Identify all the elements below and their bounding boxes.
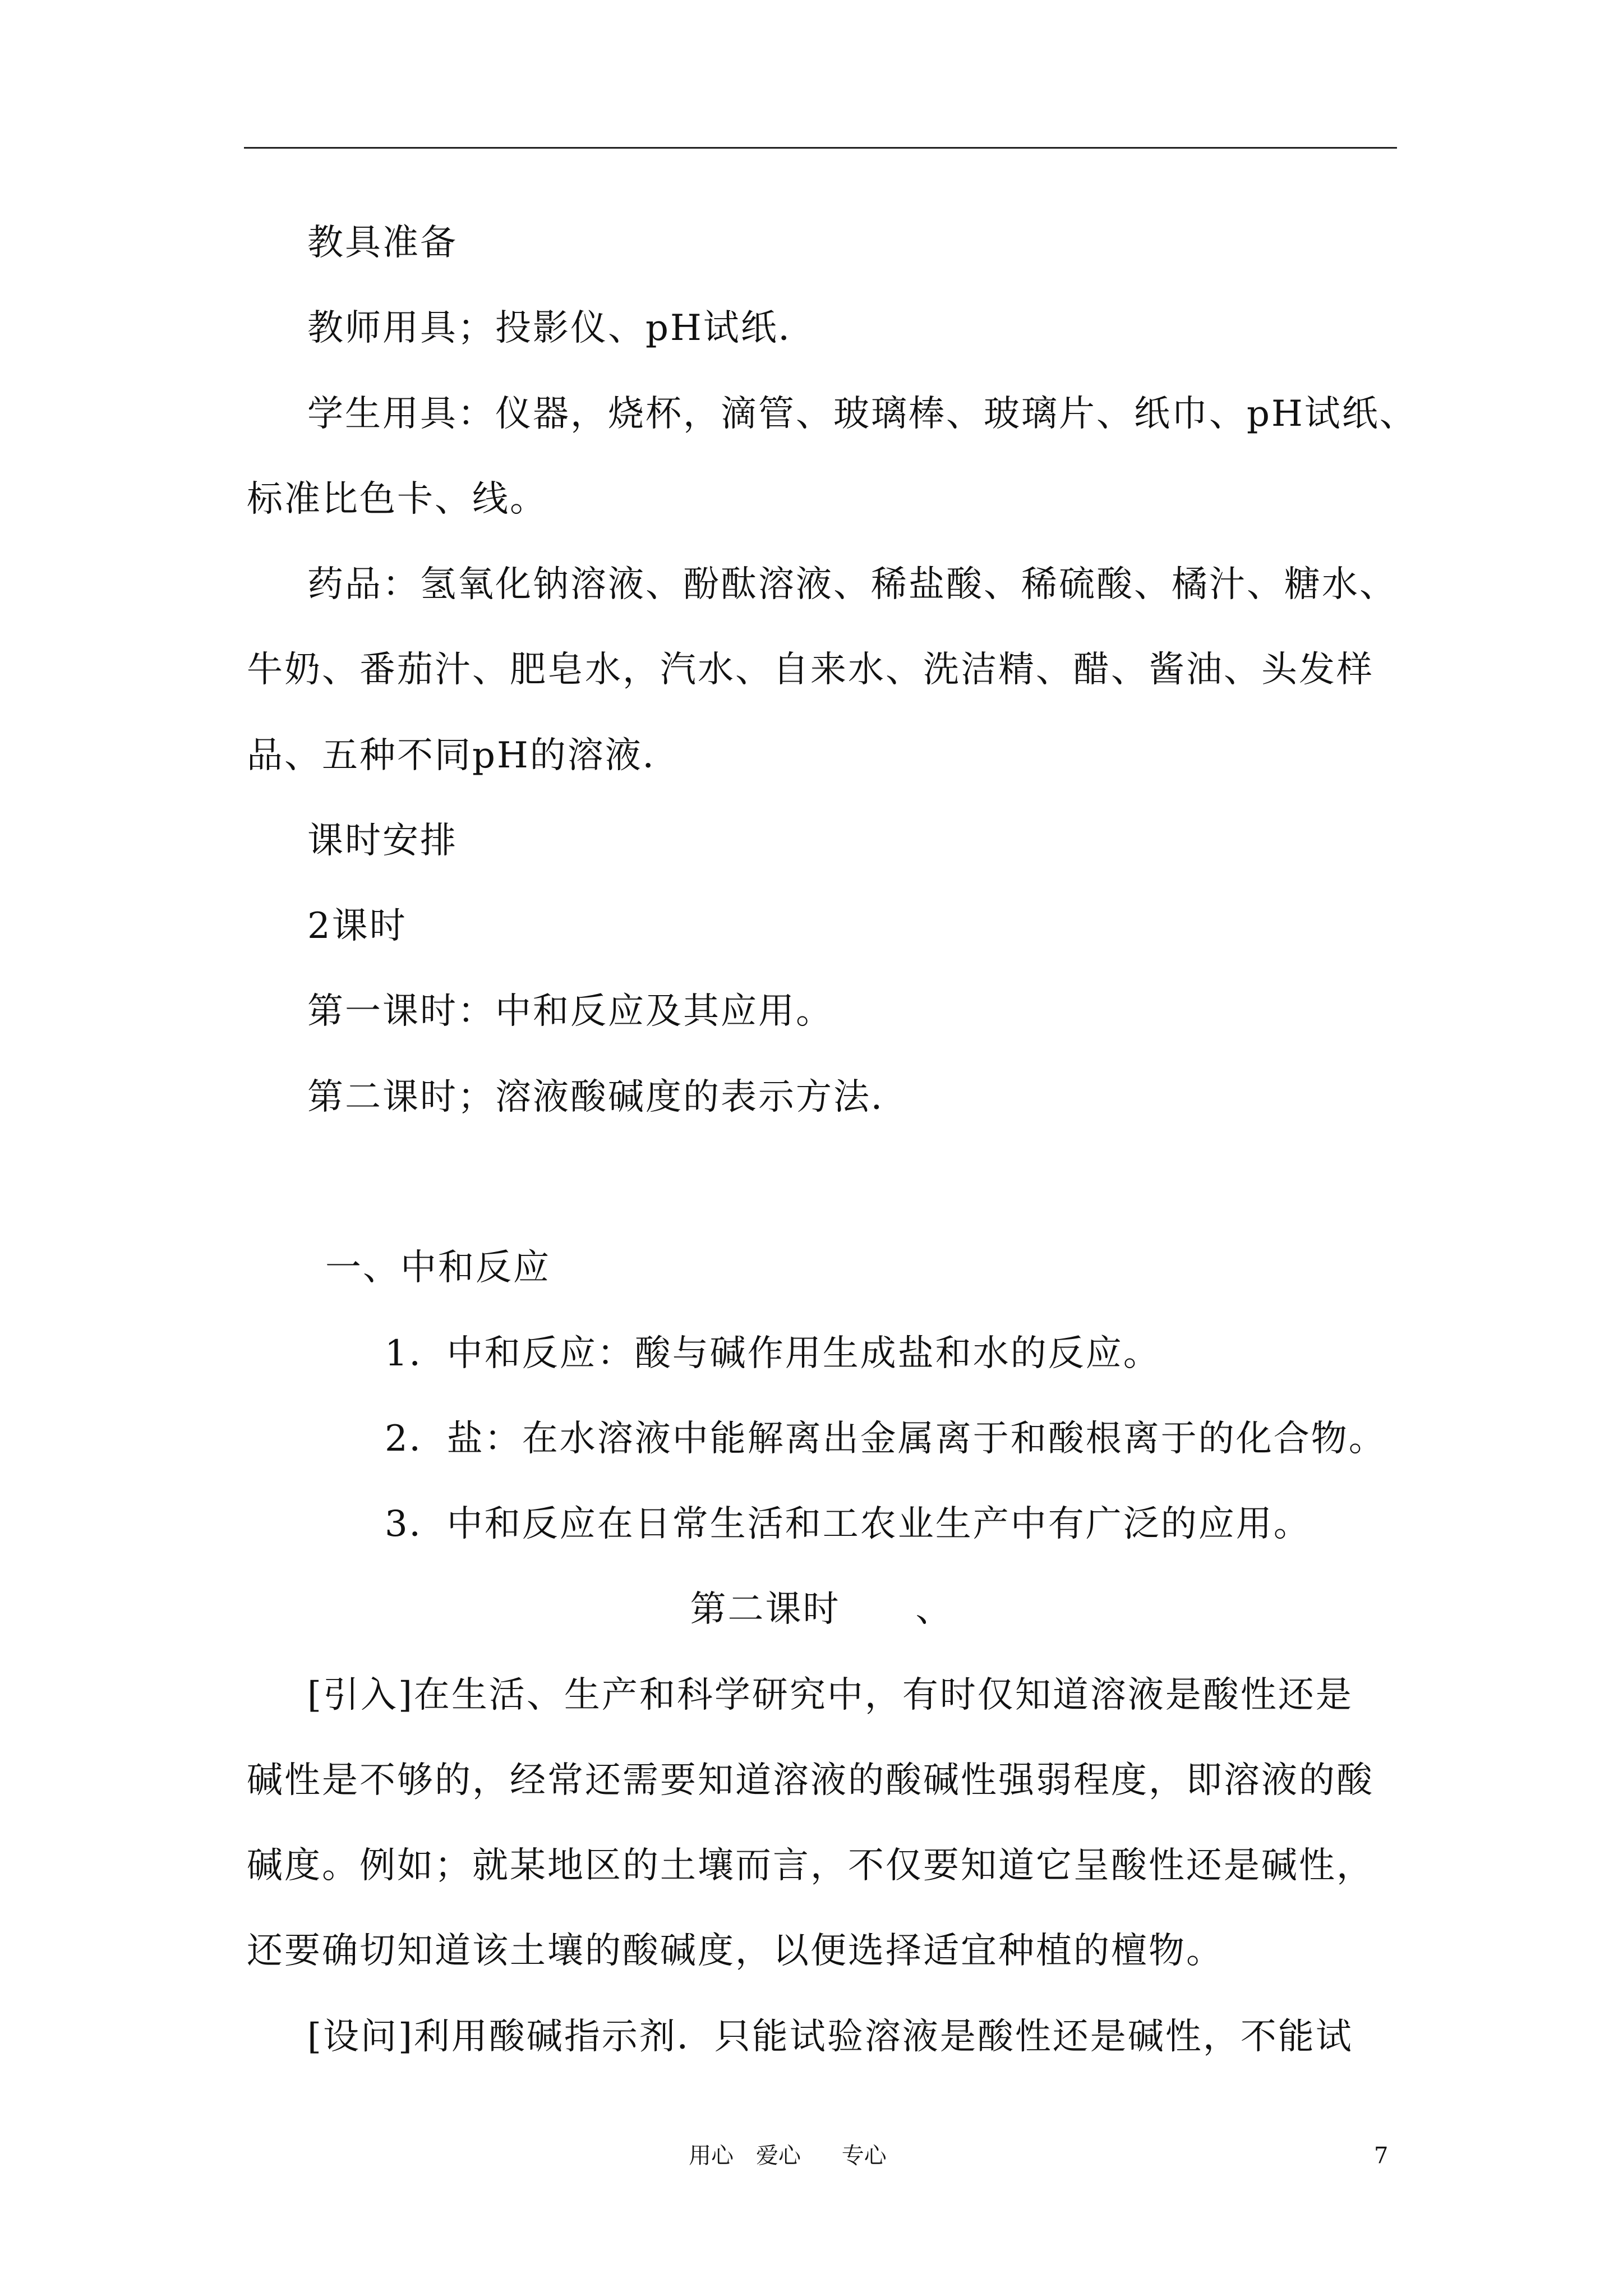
section-heading-neutralization: 一、中和反应 xyxy=(325,1247,551,1289)
intro-paragraph-line-4: 还要确切知道该土壤的酸碱度，以便选择适宜种植的檀物。 xyxy=(247,1930,1224,1972)
intro-paragraph-line-3: 碱度。例如；就某地区的土壤而言，不仅要知道它呈酸性还是碱性， xyxy=(247,1845,1374,1887)
schedule-lesson-1: 第一课时：中和反应及其应用。 xyxy=(307,991,833,1032)
question-paragraph-line-1: [设问]利用酸碱指示剂．只能试验溶液是酸性还是碱性，不能试 xyxy=(307,2016,1353,2058)
intro-paragraph-line-1: [引入]在生活、生产和科学研究中，有时仅知道溶液是酸性还是 xyxy=(307,1674,1353,1716)
heading-schedule: 课时安排 xyxy=(307,820,458,862)
schedule-lesson-2: 第二课时；溶液酸碱度的表示方法． xyxy=(307,1076,909,1118)
list-item-1: 1．中和反应：酸与碱作用生成盐和水的反应。 xyxy=(385,1333,1161,1374)
teacher-tools-line: 教师用具；投影仪、pH试纸． xyxy=(307,307,816,349)
schedule-total: 2课时 xyxy=(307,905,407,947)
list-item-3: 3．中和反应在日常生活和工农业生产中有广泛的应用。 xyxy=(385,1503,1311,1545)
reagents-line-cont-2: 品、五种不同pH的溶液． xyxy=(247,735,680,776)
student-tools-line: 学生用具：仪器，烧杯，滴管、玻璃棒、玻璃片、纸巾、pH试纸、 xyxy=(307,393,1417,435)
lesson-2-heading: 第二课时 、 xyxy=(690,1589,953,1630)
intro-paragraph-line-2: 碱性是不够的，经常还需要知道溶液的酸碱性强弱程度，即溶液的酸 xyxy=(247,1760,1374,1801)
page-number: 7 xyxy=(1374,2143,1389,2169)
heading-teaching-aids: 教具准备 xyxy=(307,222,458,264)
header-rule xyxy=(244,147,1397,149)
list-item-2: 2．盐：在水溶液中能解离出金属离于和酸根离于的化合物。 xyxy=(385,1418,1386,1460)
student-tools-line-cont: 标准比色卡、线。 xyxy=(247,478,547,520)
reagents-line-cont-1: 牛奶、番茄汁、肥皂水，汽水、自来水、洗洁精、醋、酱油、头发样 xyxy=(247,649,1374,691)
reagents-line: 药品：氢氧化钠溶液、酚酞溶液、稀盐酸、稀硫酸、橘汁、糖水、 xyxy=(307,564,1397,605)
footer-motto: 用心 爱心 专心 xyxy=(689,2143,887,2169)
